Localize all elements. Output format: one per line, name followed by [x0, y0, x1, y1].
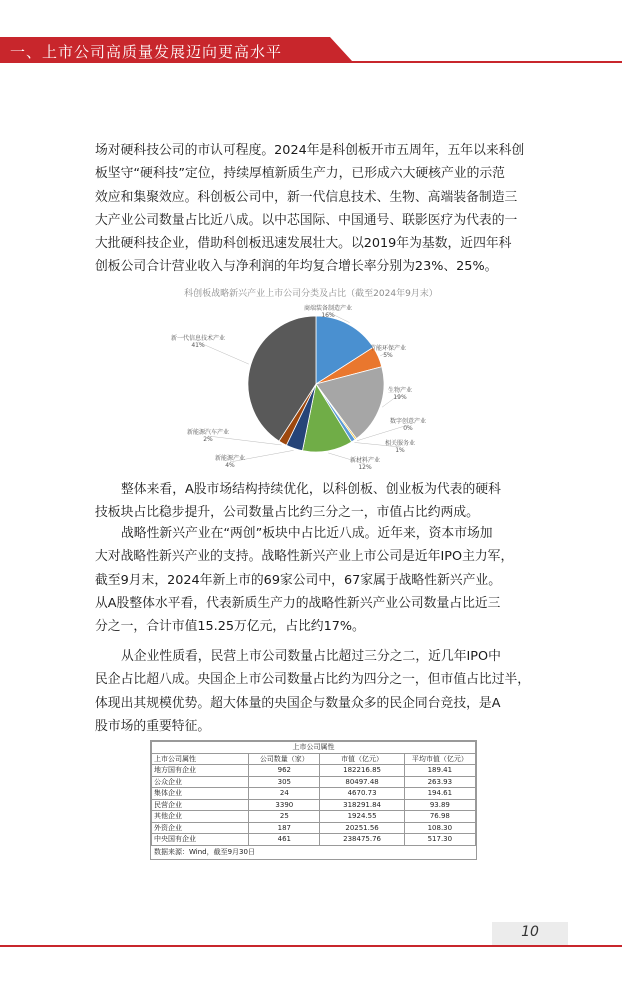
- table-cell: 517.30: [404, 834, 475, 846]
- table-cell: 其他企业: [152, 811, 249, 823]
- table-cell: 3390: [249, 799, 320, 811]
- pie-slice-label: 节能环保产业: [369, 345, 407, 352]
- text-line: 股市场的重要特征。: [95, 718, 211, 734]
- table-header-cell: 平均市值（亿元）: [404, 753, 475, 765]
- table-row: [152, 834, 476, 846]
- table-header-cell: 市值（亿元）: [320, 753, 404, 765]
- text-line: 战略性新兴产业在“两创”板块中占比近八成。近年来，资本市场加: [121, 526, 493, 541]
- table-cell: 4670.73: [320, 788, 404, 800]
- pie-slice-value: 0%: [403, 425, 413, 432]
- pie-slice-label: 新能源汽车产业: [186, 429, 230, 436]
- paragraph-1: [95, 139, 535, 279]
- pie-slice-label: 新材料产业: [349, 457, 381, 464]
- table-header-cell: 上市公司属性: [152, 753, 249, 765]
- table-cell: 公众企业: [152, 776, 249, 788]
- pie-slice-label: 相关服务业: [384, 440, 416, 447]
- table-cell: 集体企业: [152, 788, 249, 800]
- table-cell: 263.93: [404, 776, 475, 788]
- table-cell: 461: [249, 834, 320, 846]
- pie-slice-label: 数字创意产业: [389, 418, 427, 425]
- text-line: 整体来看，A股市场结构持续优化，以科创板、创业板为代表的硬科: [121, 482, 501, 497]
- text-line: 效应和集聚效应。科创板公司中，新一代信息技术、生物、高端装备制造三: [95, 189, 518, 205]
- table-cell: 189.41: [404, 765, 475, 777]
- company-attribute-table: [150, 740, 477, 860]
- table-cell: 80497.48: [320, 776, 404, 788]
- table-source: 数据来源：Wind，截至9月30日: [154, 847, 255, 856]
- text-line: 体现出其规模优势。超大体量的央国企与数量众多的民企同台竞技，是A: [95, 695, 501, 711]
- text-line: 大产业公司数量占比近八成。以中芯国际、中国通号、联影医疗为代表的一: [95, 212, 518, 228]
- text-line: 从A股整体水平看，代表新质生产力的战略性新兴产业公司数量占比近三: [95, 595, 501, 611]
- table-cell: 194.61: [404, 788, 475, 800]
- table-cell: 民营企业: [152, 799, 249, 811]
- pie-slice-value: 1%: [395, 447, 405, 454]
- table-cell: 182216.85: [320, 765, 404, 777]
- section-title: 一、上市公司高质量发展迈向更高水平: [10, 43, 283, 61]
- pie-slice-value: 2%: [203, 436, 213, 443]
- table-cell: 1924.55: [320, 811, 404, 823]
- text-line: 截至9月末，2024年新上市的69家公司中，67家属于战略性新兴产业。: [95, 572, 501, 588]
- pie-slice-label: 新能源产业: [214, 455, 246, 462]
- pie-leader-line: [198, 342, 249, 364]
- table-cell: 318291.84: [320, 799, 404, 811]
- table-body: [152, 765, 476, 846]
- pie-slice-label: 生物产业: [387, 387, 413, 394]
- table-cell: 187: [249, 822, 320, 834]
- pie-slice-value: 4%: [225, 462, 235, 469]
- paragraph-2: [95, 478, 535, 525]
- pie-chart: [160, 298, 460, 476]
- table-caption: 上市公司属性: [152, 742, 476, 754]
- table-row: [152, 822, 476, 834]
- text-line: 从企业性质看，民营上市公司数量占比超过三分之二，近几年IPO中: [121, 649, 501, 664]
- table-cell: 108.30: [404, 822, 475, 834]
- table-row: [152, 776, 476, 788]
- table-cell: 外资企业: [152, 822, 249, 834]
- pie-slice-value: 12%: [358, 464, 372, 471]
- table-cell: 305: [249, 776, 320, 788]
- paragraph-4: [95, 645, 535, 738]
- table-row: [152, 765, 476, 777]
- table-header-cell: 公司数量（家）: [249, 753, 320, 765]
- table-cell: 25: [249, 811, 320, 823]
- text-line: 创板公司合计营业收入与净利润的年均复合增长率分别为23%、25%。: [95, 259, 498, 275]
- pie-slice-label: 新一代信息技术产业: [170, 335, 226, 342]
- text-line: 大对战略性新兴产业的支持。战略性新兴产业上市公司是近年IPO主力军，: [95, 549, 514, 565]
- table-cell: 962: [249, 765, 320, 777]
- table-cell: 中央国有企业: [152, 834, 249, 846]
- table-cell: 93.89: [404, 799, 475, 811]
- text-line: 板坚守“硬科技”定位，持续厚植新质生产力，已形成六大硬核产业的示范: [95, 166, 505, 182]
- pie-leader-line: [208, 436, 282, 445]
- pie-slice-value: 5%: [383, 352, 393, 359]
- text-line: 民企占比超八成。央国企上市公司数量占比约为四分之一，但市值占比过半，: [95, 672, 531, 688]
- table-cell: 20251.56: [320, 822, 404, 834]
- table-row: [152, 788, 476, 800]
- table-row: [152, 811, 476, 823]
- table-cell: 76.98: [404, 811, 475, 823]
- text-line: 场对硬科技公司的市认可程度。2024年是科创板开市五周年，五年以来科创: [95, 143, 525, 158]
- table-cell: 地方国有企业: [152, 765, 249, 777]
- chart-title: 科创板战略新兴产业上市公司分类及占比（截至2024年9月末）: [184, 289, 438, 299]
- pie-slice-value: 41%: [191, 342, 205, 349]
- text-line: 大批硬科技企业，借助科创板迅速发展壮大。以2019年为基数，近四年科: [95, 236, 512, 252]
- pie-slice-value: 19%: [393, 394, 407, 401]
- page-number: 10: [521, 924, 539, 940]
- table-row: [152, 799, 476, 811]
- table-cell: 238475.76: [320, 834, 404, 846]
- paragraph-3: [95, 522, 535, 638]
- table-cell: 24: [249, 788, 320, 800]
- text-line: 技板块占比稳步提升，公司数量占比约三分之一，市值占比约两成。: [95, 505, 479, 521]
- text-line: 分之一，合计市值15.25万亿元，占比约17%。: [95, 619, 365, 635]
- pie-slice-label: 商端装备制造产业: [303, 305, 353, 312]
- pie-slice-value: 16%: [321, 312, 335, 319]
- footer-rule: [0, 945, 622, 947]
